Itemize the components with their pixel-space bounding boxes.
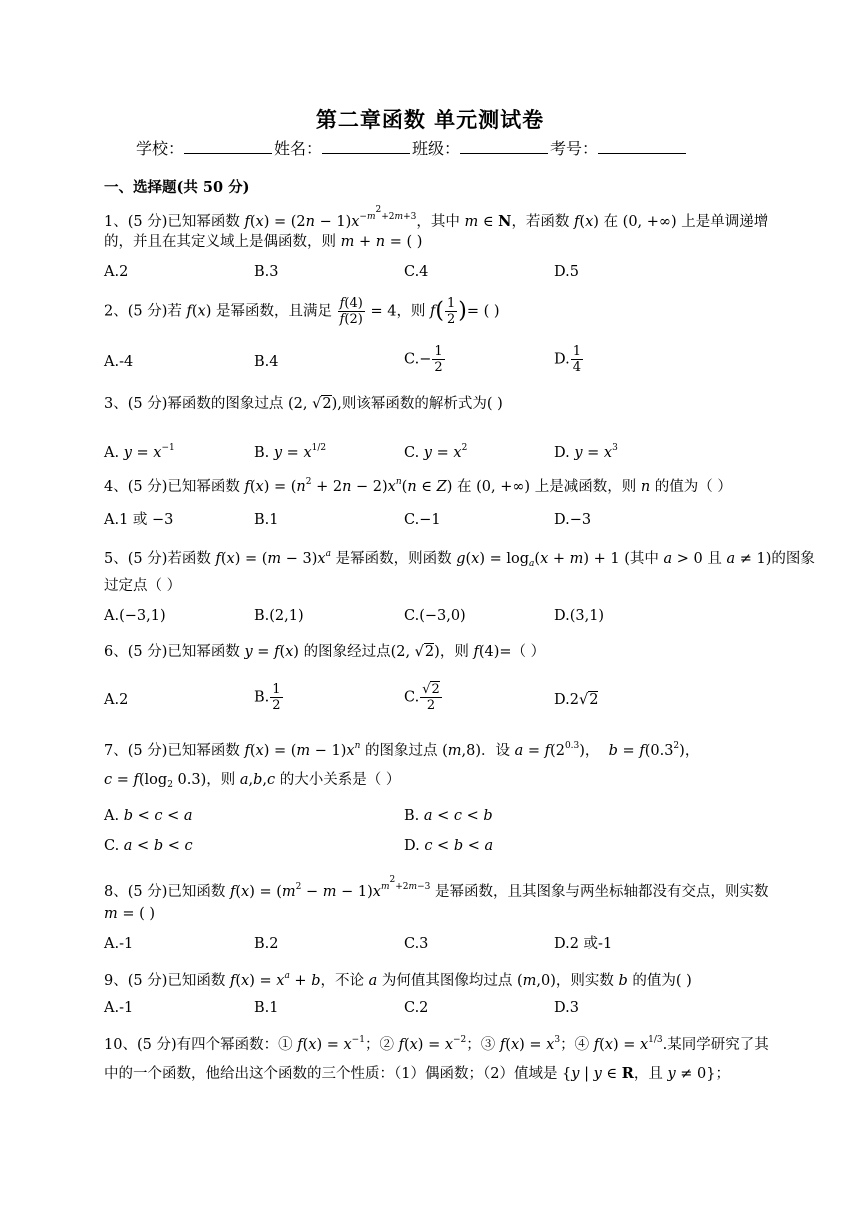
question-8-line-2: m = ( ) [104, 906, 156, 922]
number-label: 考号： [550, 139, 599, 158]
question-9-option-b[interactable]: B.1 [254, 1000, 279, 1016]
student-info-row [136, 136, 688, 159]
question-5-option-a[interactable]: A.(−3,1) [104, 608, 166, 624]
question-7-option-b[interactable]: B. a < c < b [404, 808, 493, 824]
question-4-option-b[interactable]: B.1 [254, 512, 279, 528]
number-blank [598, 139, 686, 154]
question-2-option-c[interactable]: C.− $\frac{1}{2}$ [404, 344, 443, 375]
question-1-option-b[interactable]: B.3 [254, 264, 279, 280]
question-3-option-b[interactable]: B. $y = x^{1/2}$ [254, 443, 327, 461]
class-blank [460, 139, 548, 154]
question-2-option-d[interactable]: D. $\frac{1}{4}$ [554, 344, 581, 375]
question-9-option-d[interactable]: D.3 [554, 1000, 579, 1016]
question-7-line-1: 7、(5 分)已知幂函数 $f(x) = (m - 1)x^n$ 的图象过点 (m,8)．设 $a = f(2^{0.3})$， $b = f(0.3^2)$， [104, 741, 700, 759]
question-7-option-a[interactable]: A. b < c < a [104, 808, 193, 824]
class-label: 班级： [412, 139, 461, 158]
question-3-option-c[interactable]: C. $y = x^2$ [404, 443, 468, 461]
question-8-option-c[interactable]: C.3 [404, 936, 429, 952]
question-8-line-1: 8、(5 分)已知函数 $f(x) = (m^2 - m - 1)x^{m^2+2m-3}$ 是幂函数，且其图象与两坐标轴都没有交点，则实数 [104, 875, 769, 900]
question-5-option-c[interactable]: C.(−3,0) [404, 608, 466, 624]
question-7-line-2: $c = f(\log_2$ 0.3)，则 a,b,c 的大小关系是（ ） [104, 772, 401, 790]
school-label: 学校： [136, 139, 185, 158]
question-7-option-c[interactable]: C. a < b < c [104, 838, 193, 854]
question-7-option-d[interactable]: D. c < b < a [404, 838, 494, 854]
question-2-line: 2、(5 分)若 f(x) 是幂函数，且满足 $\frac{f(4)}{f(2)}$ = 4，则 f( $\frac{1}{2}$ )= ( ) [104, 296, 500, 327]
question-8-option-b[interactable]: B.2 [254, 936, 279, 952]
section-title: 一、选择题(共 50 分) [104, 179, 250, 196]
question-9-option-a[interactable]: A.-1 [104, 1000, 134, 1016]
question-9-line: 9、(5 分)已知函数 $f(x) = x^a + b$，不论 a 为何值其图像均过点 (m,0)，则实数 b 的值为( ) [104, 971, 692, 989]
name-blank [322, 139, 410, 154]
question-1-option-a[interactable]: A.2 [104, 264, 129, 280]
question-10-line-1: 10、(5 分)有四个幂函数：① $f(x) = x^{-1}$；② $f(x) = x^{-2}$；③ $f(x) = x^3$；④ $f(x) = x^{1/3}$.某同学研究了其 [104, 1035, 769, 1053]
question-2-option-b[interactable]: B.4 [254, 354, 279, 370]
question-8-option-d[interactable]: D.2 或-1 [554, 936, 613, 952]
question-3-line: 3、(5 分)幂函数的图象过点 (2, √2),则该幂函数的解析式为( ) [104, 396, 503, 412]
question-6-option-c[interactable]: C. $\frac{√2}{2}$ [404, 682, 440, 713]
question-10-line-2: 中的一个函数，他给出这个函数的三个性质：（1）偶函数；（2）值域是 {y | y ∈ R，且 y ≠ 0}； [104, 1065, 730, 1082]
question-1-line-1: 1、(5 分)已知幂函数 $f(x) = (2n - 1)x^{-m^2+2m+3}$，其中 m ∈ N，若函数 f(x) 在 (0, +∞) 上是单调递增 [104, 205, 769, 230]
question-9-option-c[interactable]: C.2 [404, 1000, 429, 1016]
question-1-option-c[interactable]: C.4 [404, 264, 429, 280]
question-4-option-d[interactable]: D.−3 [554, 512, 592, 528]
question-4-option-a[interactable]: A.1 或 −3 [104, 512, 174, 528]
question-1-line-2: 的，并且在其定义域上是偶函数，则 m + n = ( ) [104, 234, 423, 250]
question-4-option-c[interactable]: C.−1 [404, 512, 441, 528]
question-8-option-a[interactable]: A.-1 [104, 936, 134, 952]
question-4-line: 4、(5 分)已知幂函数 $f(x) = (n^2 + 2n - 2)x^n(n$ ∈ Z) 在 (0, +∞) 上是减函数，则 n 的值为（ ） [104, 477, 732, 495]
question-6-option-d[interactable]: D.2√2 [554, 692, 599, 708]
question-5-option-b[interactable]: B.(2,1) [254, 608, 304, 624]
school-blank [184, 139, 272, 154]
name-label: 姓名： [274, 139, 323, 158]
question-5-line-1: 5、(5 分)若函数 $f(x) = (m - 3)x^a$ 是幂函数，则函数 $g(x) = \log_a(x + m) + 1$ (其中 a > 0 且 a ≠ 1)的图象 [104, 549, 815, 569]
page-title: 第二章函数 单元测试卷 [315, 107, 545, 132]
question-1-option-d[interactable]: D.5 [554, 264, 579, 280]
question-6-line: 6、(5 分)已知幂函数 y = f(x) 的图象经过点(2, √2)，则 f(4)=（ ） [104, 644, 546, 660]
question-5-line-2: 过定点（ ） [104, 578, 182, 594]
question-2-option-a[interactable]: A.-4 [104, 354, 134, 370]
question-6-option-b[interactable]: B. $\frac{1}{2}$ [254, 682, 281, 713]
question-3-option-a[interactable]: A. $y = x^{-1}$ [104, 443, 175, 461]
question-3-option-d[interactable]: D. $y = x^3$ [554, 443, 618, 461]
question-5-option-d[interactable]: D.(3,1) [554, 608, 605, 624]
question-6-option-a[interactable]: A.2 [104, 692, 129, 708]
